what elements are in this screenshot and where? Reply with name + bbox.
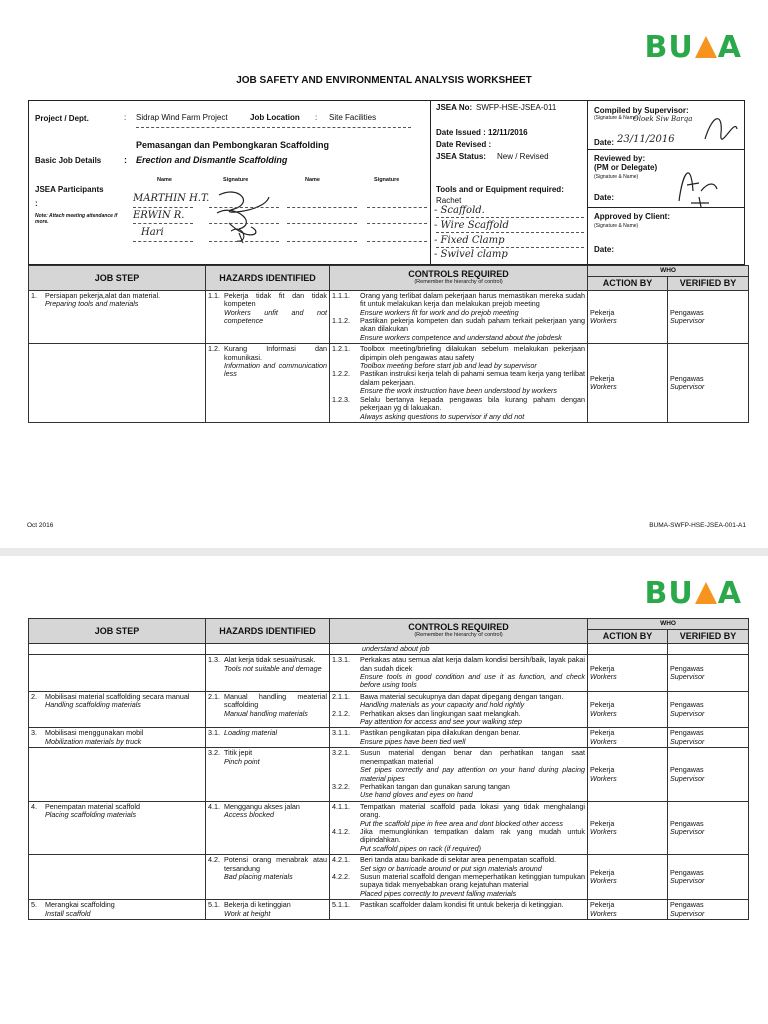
- attendance-note: Note: Attach meeting attendance if more.: [35, 213, 118, 225]
- control-text: Perkakas atau semua alat kerja dalam kondisi bersih/baik, layak pakai dan sudah dicek: [360, 655, 585, 673]
- control-number: 1.1.2.: [332, 316, 350, 326]
- control-text: Pastikan instruksi kerja telah di pahami semua team kerja yang terlibat dalam pekerjaan.: [360, 369, 585, 387]
- tools-first-item: Rachet: [436, 196, 462, 205]
- jsea-header-block: Project / Dept. : Sidrap Wind Farm Project Job Location : Site Facilities Pemasangan dan Pembongkaran Scaffolding Basic Job Details : Erection and Dismantle Scaffolding Name Signature Name Signature JSEA Participants : Note: Attach meeting attendance if more. MARTHIN H.T. ERWIN R. Hari JSEA No: SWFP-HSE-JSEA-011 Date Issued : 12/11/2016 Date Revised : JSEA Status: New / Revised Tools and or Equipment required: Rachet - Scaffold. - Wire Scaffold - Fixed Clamp - Swivel clamp Compiled by Supervisor: (Signature & Name) Oloek Siw Barqa Date: 23/11/2016 Reviewed by: (PM or Delegate) (Signature & Name) Date: Approved by Client: (Signature & Name) Date:: [28, 100, 745, 265]
- control-text-en: Toolbox meeting before start job and lead by supervisor: [360, 361, 537, 371]
- footer-date: Oct 2016: [27, 522, 54, 529]
- job-step-text-en: Install scaffold: [45, 908, 91, 918]
- control-number: 3.2.2.: [332, 781, 350, 791]
- hazard-number: 1.1.: [208, 290, 220, 300]
- verified-by-text: Pengawas: [670, 728, 704, 738]
- verified-by-text: Pengawas: [670, 900, 704, 910]
- document-title: JOB SAFETY AND ENVIRONMENTAL ANALYSIS WORKSHEET: [236, 75, 532, 86]
- controls-cell: [330, 728, 588, 748]
- col-header-action-by: ACTION BY: [588, 630, 668, 643]
- table-row: [29, 748, 749, 801]
- control-text: Susun material dengan benar dan perhatikan tangan saat menempatkan material: [360, 748, 585, 766]
- control-text: Selalu bertanya kepada pengawas bila kurang paham dengan pekerjaan yg di lakuakan.: [360, 394, 585, 413]
- action-by-text: Pekerja: [590, 900, 615, 910]
- hazard-text-en: Loading material: [224, 728, 278, 738]
- control-text: Bawa material secukupnya dan dapat dipegang dengan tangan.: [360, 691, 564, 701]
- job-step-cell: [29, 748, 206, 801]
- worksheet-page-2: [0, 556, 768, 1024]
- hazard-cell: [206, 290, 330, 343]
- action-by-cell: [588, 290, 668, 343]
- hazard-cell: [206, 691, 330, 728]
- participant-signatures: [209, 183, 279, 245]
- action-by-text-en: Workers: [590, 773, 617, 783]
- action-by-text-en: Workers: [590, 826, 617, 836]
- control-number: 1.2.1.: [332, 344, 350, 354]
- job-step-cell: [29, 801, 206, 854]
- control-number: 1.3.1.: [332, 655, 350, 665]
- control-number: 1.2.2.: [332, 369, 350, 379]
- jsea-status-value: New / Revised: [497, 152, 549, 161]
- control-item: [332, 370, 585, 395]
- hazard-number: 3.1.: [208, 728, 220, 738]
- control-text-en: Ensure workers competence and understand about the jobdesk: [360, 332, 562, 342]
- verified-by-text: Pengawas: [670, 867, 704, 877]
- controls-cell: [330, 900, 588, 920]
- control-item: [332, 693, 585, 710]
- action-by-text-en: Workers: [590, 736, 617, 746]
- verified-by-text: Pengawas: [670, 373, 704, 383]
- hazard-number: 4.1.: [208, 801, 220, 811]
- name-col-label-1: Name: [157, 177, 172, 183]
- table-row: [29, 643, 749, 654]
- tool-item-4: - Swivel clamp: [434, 249, 508, 260]
- jsea-table-page-1: [28, 265, 749, 423]
- col-header-who: WHO: [588, 619, 749, 630]
- col-header-verified-by: VERIFIED BY: [668, 277, 749, 290]
- verified-by-text: Pengawas: [670, 818, 704, 828]
- job-step-cell: [29, 691, 206, 728]
- control-text-en: Pay attention for access and see your walking step: [360, 717, 522, 727]
- job-step-text-en: Preparing tools and materials: [45, 299, 139, 309]
- verified-by-text-en: Supervisor: [670, 826, 705, 836]
- control-text: Orang yang terlibat dalam pekerjaan harus memastikan mereka sudah fit untuk melakukan kerja dan melakukan prejob meeting: [360, 290, 585, 309]
- col-header-who: WHO: [588, 266, 749, 277]
- action-by-text-en: Workers: [590, 876, 617, 886]
- control-number: 1.1.1.: [332, 290, 350, 300]
- verified-by-text-en: Supervisor: [670, 736, 705, 746]
- action-by-text: Pekerja: [590, 663, 615, 673]
- hazard-cell: [206, 900, 330, 920]
- participants-label: JSEA Participants: [35, 185, 104, 194]
- project-value: Sidrap Wind Farm Project: [136, 113, 228, 122]
- col-header-controls: CONTROLS REQUIRED (Remember the hierarchy of control): [330, 266, 588, 291]
- verified-by-text: Pengawas: [670, 765, 704, 775]
- control-text: Beri tanda atau barikade di sekitar area penempatan scaffold.: [360, 855, 557, 865]
- action-by-text: Pekerja: [590, 373, 615, 383]
- reviewer-signature: [669, 161, 729, 211]
- hazard-text: Potensi orang menabrak atau tersandung: [224, 855, 327, 873]
- project-label: Project / Dept.: [35, 114, 89, 123]
- verified-by-text: Pengawas: [670, 700, 704, 710]
- job-step-text: Persiapan pekerja,alat dan material.: [45, 290, 161, 300]
- hazard-number: 3.2.: [208, 748, 220, 758]
- location-label: Job Location: [250, 113, 300, 122]
- control-number: 4.2.1.: [332, 855, 350, 865]
- controls-cell: [330, 691, 588, 728]
- tools-label: Tools and or Equipment required:: [436, 185, 564, 194]
- name-col-label-2: Name: [305, 177, 320, 183]
- verified-by-text-en: Supervisor: [670, 773, 705, 783]
- control-item: [332, 710, 585, 727]
- table-row: [29, 728, 749, 748]
- control-text-en: Put the scaffold pipe in free area and dont blocked other access: [360, 818, 563, 828]
- jsea-no-value: SWFP-HSE-JSEA-011: [476, 103, 557, 112]
- action-by-cell: [588, 728, 668, 748]
- hazard-text-en: Work at height: [224, 908, 271, 918]
- table-row: [29, 855, 749, 900]
- logo-triangle-icon: [695, 582, 717, 604]
- hazard-text-en: Tools not suitable and demage: [224, 663, 322, 673]
- col-header-job-step: JOB STEP: [29, 266, 206, 291]
- hazard-text: Pekerja tidak fit dan tidak kompeten: [224, 290, 327, 309]
- controls-cell: [330, 655, 588, 692]
- job-step-text: Mobilisasi menggunakan mobil: [45, 728, 144, 738]
- job-step-number: 1.: [31, 290, 37, 300]
- action-by-cell: [588, 344, 668, 423]
- verified-by-text-en: Supervisor: [670, 316, 705, 326]
- action-by-cell: [588, 655, 668, 692]
- verified-by-text-en: Supervisor: [670, 876, 705, 886]
- hazard-text: Menggangu akses jalan: [224, 801, 300, 811]
- job-step-text: Merangkai scaffolding: [45, 900, 115, 910]
- control-item: [332, 803, 585, 828]
- control-text-en: Ensure workers fit for work and do prejob meeting: [360, 307, 519, 317]
- control-text-en: Use hand gloves and eyes on hand: [360, 790, 473, 800]
- controls-cell: [330, 801, 588, 854]
- control-text-en: Ensure tools in good condition and use it as function, and check before using tools: [360, 672, 585, 690]
- job-step-number: 4.: [31, 801, 37, 811]
- table-row: [29, 655, 749, 692]
- date-issued: Date Issued : 12/11/2016: [436, 128, 528, 137]
- participant-name-2: ERWIN R.: [133, 210, 185, 221]
- control-text-en: Put scaffold pipes on rack (if required): [360, 843, 482, 853]
- control-item: [332, 729, 585, 746]
- hazard-text: Alat kerja tidak sesuai/rusak.: [224, 655, 316, 665]
- control-text: Susun material scaffold dengan memeperhatikan ketinggian tumpukan supaya tidak menyebabkan orang kejatuhan material: [360, 871, 585, 890]
- job-step-text: Penempatan material scaffold: [45, 801, 140, 811]
- job-step-text-en: Mobilization materials by truck: [45, 736, 142, 746]
- action-by-cell: [588, 855, 668, 900]
- verified-by-cell: [668, 900, 749, 920]
- continued-control-text: understand about job: [330, 643, 588, 654]
- table-row: [29, 900, 749, 920]
- control-number: 4.1.1.: [332, 801, 350, 811]
- control-number: 5.1.1.: [332, 900, 350, 910]
- buma-logo: BU A: [644, 30, 742, 65]
- controls-cell: [330, 344, 588, 423]
- job-step-text-en: Handling scaffolding materials: [45, 700, 141, 710]
- control-item: [332, 345, 585, 370]
- verified-by-text: Pengawas: [670, 663, 704, 673]
- job-step-number: 5.: [31, 900, 37, 910]
- control-item: [332, 856, 585, 873]
- job-title-id: Pemasangan dan Pembongkaran Scaffolding: [136, 140, 330, 150]
- hazard-cell: [206, 748, 330, 801]
- control-item: [332, 292, 585, 317]
- reviewed-label: Reviewed by:: [594, 154, 646, 163]
- controls-cell: [330, 855, 588, 900]
- approved-label: Approved by Client:: [594, 212, 671, 221]
- hazard-number: 5.1.: [208, 900, 220, 910]
- action-by-cell: [588, 900, 668, 920]
- hazard-text-en: Pinch point: [224, 756, 260, 766]
- hazard-text-en: Manual handling materials: [224, 708, 308, 718]
- hazard-text-en: Bad placing materials: [224, 871, 293, 881]
- job-step-text: Mobilisasi material scaffolding secara manual: [45, 691, 190, 701]
- location-value: Site Facilities: [329, 113, 377, 122]
- compiled-label: Compiled by Supervisor:: [594, 106, 689, 115]
- hazard-text: Kurang Informasi dan komunikasi.: [224, 344, 327, 362]
- job-step-number: 2.: [31, 691, 37, 701]
- hazard-number: 1.3.: [208, 655, 220, 665]
- control-number: 1.2.3.: [332, 394, 350, 404]
- control-text: Toolbox meeting/briefing dilakukan sebelum melakukan pekerjaan dipimpin oleh pengawas atau safety: [360, 344, 585, 362]
- control-item: [332, 656, 585, 690]
- control-item: [332, 783, 585, 800]
- verified-by-text-en: Supervisor: [670, 382, 705, 392]
- verified-by-cell: [668, 855, 749, 900]
- verified-by-cell: [668, 344, 749, 423]
- col-header-controls: CONTROLS REQUIRED (Remember the hierarchy of control): [330, 619, 588, 644]
- hazard-text-en: Workers unfit and not competence: [224, 307, 327, 326]
- control-text-en: Ensure pipes have been tied well: [360, 736, 466, 746]
- control-item: [332, 828, 585, 853]
- participant-name-1: MARTHIN H.T.: [133, 193, 210, 204]
- job-step-text-en: Placing scaffolding materials: [45, 810, 137, 820]
- verified-by-cell: [668, 691, 749, 728]
- action-by-cell: [588, 801, 668, 854]
- verified-by-cell: [668, 801, 749, 854]
- action-by-text: Pekerja: [590, 307, 615, 317]
- verified-by-text-en: Supervisor: [670, 708, 705, 718]
- basic-job-label: Basic Job Details: [35, 156, 102, 165]
- control-text: Perhatikan akses dan lingkungan saat melangkah.: [360, 708, 521, 718]
- col-header-action-by: ACTION BY: [588, 277, 668, 290]
- jsea-table-page-2: [28, 618, 749, 920]
- control-number: 2.1.2.: [332, 708, 350, 718]
- control-text-en: Set sign or barricade around or put sign materials around: [360, 863, 542, 873]
- control-text-en: Placed pipes correctly to prevent falling materials: [360, 888, 517, 898]
- job-step-cell: [29, 655, 206, 692]
- action-by-text-en: Workers: [590, 908, 617, 918]
- action-by-text-en: Workers: [590, 316, 617, 326]
- verified-by-cell: [668, 748, 749, 801]
- table-row: [29, 344, 749, 423]
- action-by-text: Pekerja: [590, 700, 615, 710]
- control-text-en: Set pipes correctly and pay attention on your hand during placing material pipes: [360, 765, 585, 783]
- signature-col-label-1: Signature: [223, 177, 249, 183]
- compiled-date-label: Date:: [594, 138, 615, 147]
- col-header-hazards: HAZARDS IDENTIFIED: [206, 619, 330, 644]
- action-by-text-en: Workers: [590, 672, 617, 682]
- control-number: 2.1.1.: [332, 691, 350, 701]
- control-text: Tempatkan material scaffold pada lokasi yang tidak menghalangi orang.: [360, 801, 585, 820]
- compiled-date-handwriting: 23/11/2016: [617, 134, 675, 145]
- reviewed-date-label: Date:: [594, 193, 615, 202]
- action-by-cell: [588, 691, 668, 728]
- verified-by-text-en: Supervisor: [670, 672, 705, 682]
- action-by-text-en: Workers: [590, 382, 617, 392]
- basic-job-value: Erection and Dismantle Scaffolding: [136, 155, 288, 165]
- hazard-cell: [206, 655, 330, 692]
- verified-by-cell: [668, 290, 749, 343]
- jsea-no-label: JSEA No:: [436, 103, 473, 112]
- supervisor-signature: [701, 109, 741, 147]
- job-step-cell: [29, 344, 206, 423]
- control-item: [332, 396, 585, 421]
- control-text: Pastikan scaffolder dalam kondisi fit untuk bekerja di ketinggian.: [360, 900, 564, 910]
- signature-col-label-2: Signature: [374, 177, 400, 183]
- controls-cell: [330, 290, 588, 343]
- verified-by-text: Pengawas: [670, 307, 704, 317]
- control-text-en: Handling materials as your capacity and hold rightly: [360, 700, 525, 710]
- col-header-hazards: HAZARDS IDENTIFIED: [206, 266, 330, 291]
- approved-sig-name-hint: (Signature & Name): [594, 223, 639, 229]
- approved-date-label: Date:: [594, 245, 615, 254]
- table-row: [29, 801, 749, 854]
- table-row: [29, 290, 749, 343]
- jsea-status-label: JSEA Status:: [436, 152, 486, 161]
- table-row: [29, 691, 749, 728]
- tool-item-3: - Fixed Clamp: [434, 235, 505, 246]
- tool-item-2: - Wire Scaffold: [434, 220, 509, 231]
- action-by-cell: [588, 748, 668, 801]
- tool-item-1: - Scaffold.: [434, 205, 485, 216]
- job-step-cell: [29, 290, 206, 343]
- control-number: 3.2.1.: [332, 748, 350, 758]
- compiled-by-handwriting: Oloek Siw Barqa: [633, 115, 693, 123]
- footer-doc-code: BUMA-SWFP-HSE-JSEA-001-A1: [649, 522, 746, 529]
- hazard-cell: [206, 801, 330, 854]
- buma-logo: BU A: [644, 576, 742, 611]
- hazard-text: Manual handling meaterial scaffolding: [224, 691, 327, 710]
- hazard-text: Titik jepit: [224, 748, 253, 758]
- control-number: 4.2.2.: [332, 871, 350, 881]
- control-text: Pastikan pengikatan pipa dilakukan dengan benar.: [360, 728, 521, 738]
- hazard-text-en: Access blocked: [224, 810, 274, 820]
- hazard-text-en: Information and communication less: [224, 361, 327, 379]
- participant-name-3: Hari: [141, 227, 164, 238]
- control-text: Jika memungkinkan tempatkan dalam rak yang mudah untuk dipindahkan.: [360, 826, 585, 845]
- reviewed-sig-name-hint: (Signature & Name): [594, 174, 639, 180]
- verified-by-cell: [668, 728, 749, 748]
- action-by-text: Pekerja: [590, 728, 615, 738]
- control-item: [332, 317, 585, 342]
- col-header-job-step: JOB STEP: [29, 619, 206, 644]
- control-item: [332, 901, 585, 909]
- action-by-text-en: Workers: [590, 708, 617, 718]
- control-text-en: Ensure the work instruction have been understood by workers: [360, 386, 557, 396]
- job-step-cell: [29, 855, 206, 900]
- hazard-number: 2.1.: [208, 691, 220, 701]
- hazard-text: Bekerja di ketinggian: [224, 900, 291, 910]
- col-header-verified-by: VERIFIED BY: [668, 630, 749, 643]
- pm-delegate-label: (PM or Delegate): [594, 163, 658, 172]
- controls-cell: [330, 748, 588, 801]
- control-text-en: Always asking questions to supervisor if any did not: [360, 411, 525, 421]
- control-text: Perhatikan tangan dan gunakan sarung tangan: [360, 781, 510, 791]
- control-item: [332, 873, 585, 898]
- job-step-cell: [29, 728, 206, 748]
- job-step-cell: [29, 900, 206, 920]
- action-by-text: Pekerja: [590, 818, 615, 828]
- hazard-cell: [206, 855, 330, 900]
- verified-by-cell: [668, 655, 749, 692]
- verified-by-text-en: Supervisor: [670, 908, 705, 918]
- action-by-text: Pekerja: [590, 765, 615, 775]
- hazard-cell: [206, 728, 330, 748]
- participants-colon: :: [35, 199, 38, 208]
- date-revised: Date Revised :: [436, 140, 492, 149]
- control-item: [332, 749, 585, 783]
- control-number: 3.1.1.: [332, 728, 350, 738]
- control-text: Pastikan pekerja kompeten dan sudah paham terkait pekerjaan yang akan dilakukan: [360, 316, 585, 334]
- control-number: 4.1.2.: [332, 826, 350, 836]
- hazard-cell: [206, 344, 330, 423]
- hazard-number: 4.2.: [208, 855, 220, 865]
- logo-triangle-icon: [695, 36, 717, 58]
- action-by-text: Pekerja: [590, 867, 615, 877]
- job-step-number: 3.: [31, 728, 37, 738]
- hazard-number: 1.2.: [208, 344, 220, 354]
- compiled-sig-name-hint: (Signature & Name): [594, 115, 639, 121]
